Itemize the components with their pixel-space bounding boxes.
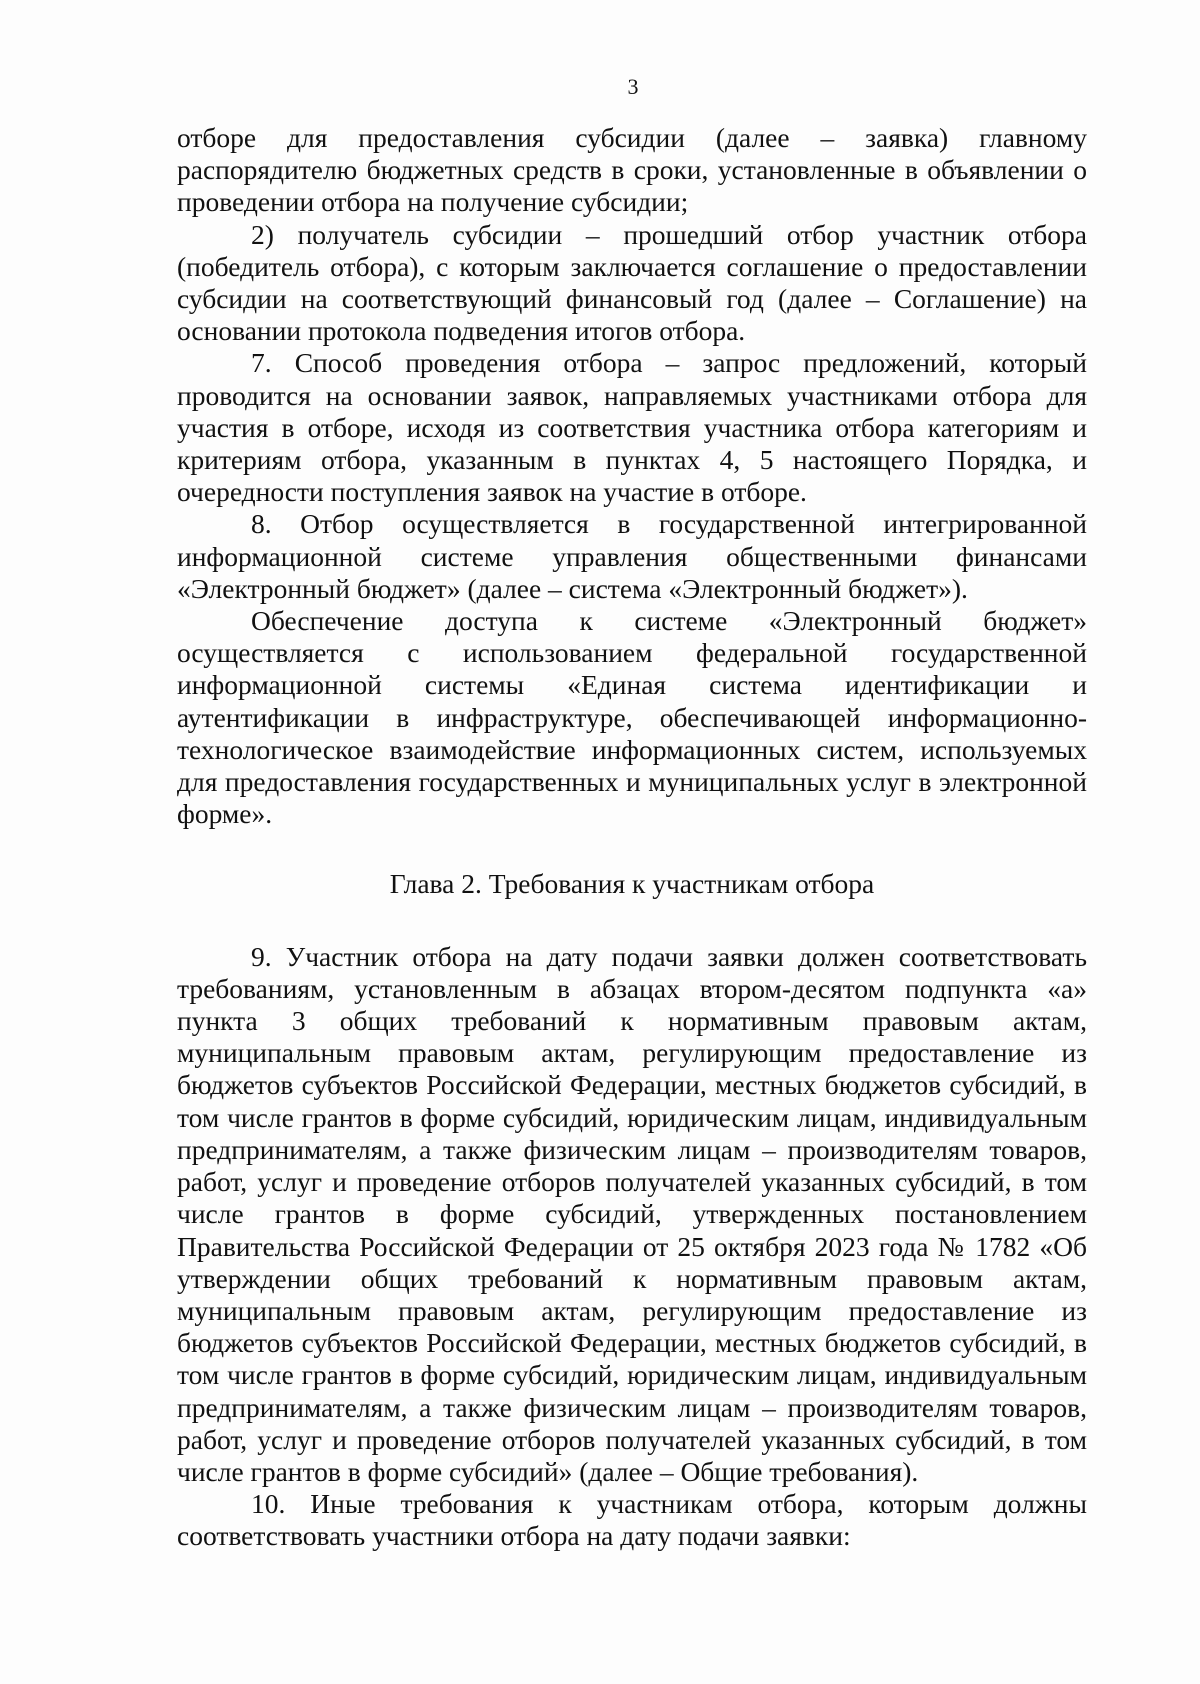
paragraph-access-provision: Обеспечение доступа к системе «Электронный бюджет» осуществляется с использованием федеральной государственной информационной системы «Единая система идентификации и аутентификации в инфраструктуре, обеспечивающей информационно-технологическое взаимодействие информационных систем, используемых для предоставления государственных и муниципальных услуг в электронной форме».	[177, 605, 1087, 830]
page-number: 3	[627, 74, 639, 99]
chapter-heading: Глава 2. Требования к участникам отбора	[389, 868, 875, 900]
paragraph-continuation: отборе для предоставления субсидии (далее – заявка) главному распорядителю бюджетных средств в сроки, установленные в объявлении о проведении отбора на получение субсидии;	[177, 122, 1087, 218]
paragraph-10-other-requirements: 10. Иные требования к участникам отбора, которым должны соответствовать участники отбора на дату подачи заявки:	[177, 1488, 1087, 1552]
document-body	[177, 122, 1087, 1553]
paragraph-8-electronic-budget: 8. Отбор осуществляется в государственной интегрированной информационной системе управления общественными финансами «Электронный бюджет» (далее – система «Электронный бюджет»).	[177, 508, 1087, 604]
paragraph-7-selection-method: 7. Способ проведения отбора – запрос предложений, который проводится на основании заявок, направляемых участниками отбора для участия в отборе, исходя из соответствия участника отбора категориям и критериям отбора, указанным в пунктах 4, 5 настоящего Порядка, и очередности поступления заявок на участие в отборе.	[177, 347, 1087, 508]
paragraph-9-requirements: 9. Участник отбора на дату подачи заявки должен соответствовать требованиям, установленным в абзацах втором-десятом подпункта «а» пункта 3 общих требований к нормативным правовым актам, муниципальным правовым актам, регулирующим предоставление из бюджетов субъектов Российской Федерации, местных бюджетов субсидий, в том числе грантов в форме субсидий, юридическим лицам, индивидуальным предпринимателям, а также физическим лицам – производителям товаров, работ, услуг и проведение отборов получателей указанных субсидий, в том числе грантов в форме субсидий, утвержденных постановлением Правительства Российской Федерации от 25 октября 2023 года № 1782 «Об утверждении общих требований к нормативным правовым актам, муниципальным правовым актам, регулирующим предоставление из бюджетов субъектов Российской Федерации, местных бюджетов субсидий, в том числе грантов в форме субсидий, юридическим лицам, индивидуальным предпринимателям, а также физическим лицам – производителям товаров, работ, услуг и проведение отборов получателей указанных субсидий, в том числе грантов в форме субсидий» (далее – Общие требования).	[177, 940, 1087, 1487]
paragraph-subsidy-recipient: 2) получатель субсидии – прошедший отбор участник отбора (победитель отбора), с которым заключается соглашение о предоставлении субсидии на соответствующий финансовый год (далее – Соглашение) на основании протокола подведения итогов отбора.	[177, 218, 1087, 347]
